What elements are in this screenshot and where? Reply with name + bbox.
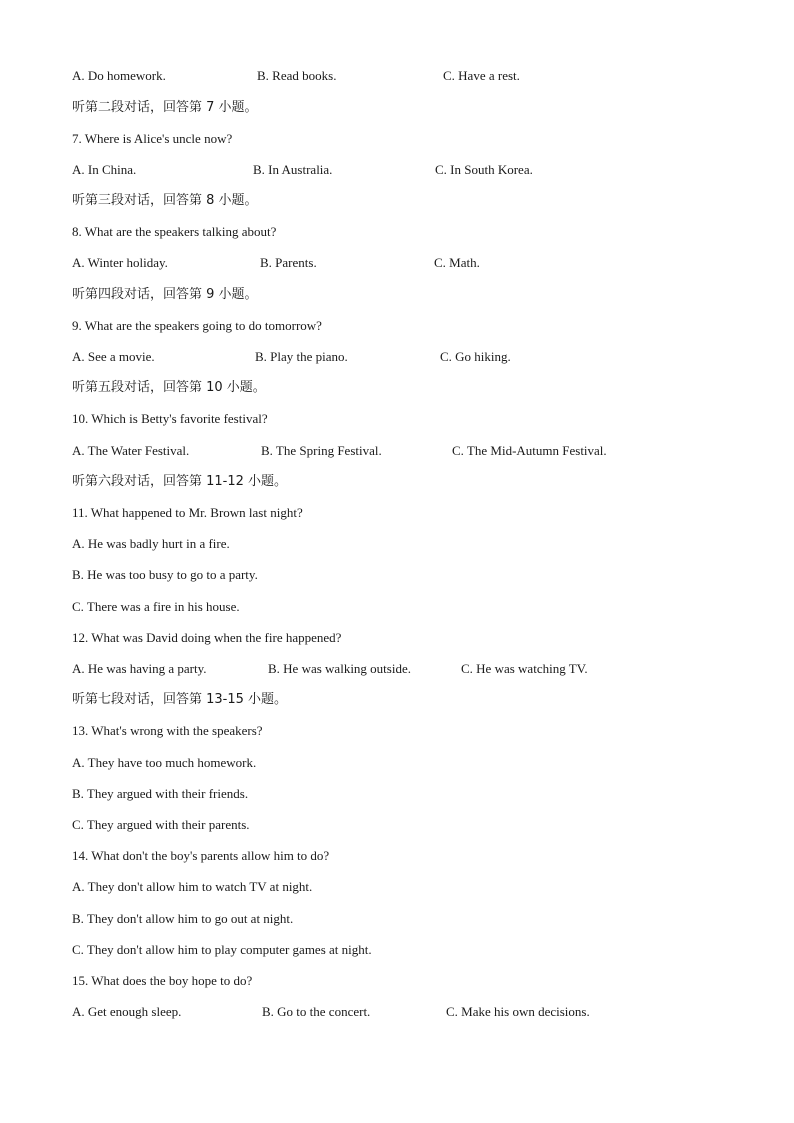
q12-option-a: A. He was having a party.	[72, 661, 207, 676]
q10-option-a: A. The Water Festival.	[72, 443, 190, 458]
q11-option-a: A. He was badly hurt in a fire.	[72, 536, 230, 551]
q6-option-b: B. Read books.	[257, 68, 337, 83]
section-6-heading: 听第六段对话，回答第 11-12 小题。	[72, 474, 288, 489]
q6-option-a: A. Do homework.	[72, 68, 166, 83]
q7-option-a: A. In China.	[72, 162, 137, 177]
q9-question: 9. What are the speakers going to do tomorrow?	[72, 318, 322, 333]
q14-option-b: B. They don't allow him to go out at night.	[72, 911, 294, 926]
q13-question: 13. What's wrong with the speakers?	[72, 723, 263, 738]
q10-question: 10. Which is Betty's favorite festival?	[72, 411, 268, 426]
section-4-heading: 听第四段对话，回答第 9 小题。	[72, 287, 258, 302]
q11-option-c: C. There was a fire in his house.	[72, 599, 240, 614]
section-5-heading: 听第五段对话，回答第 10 小题。	[72, 380, 266, 395]
q14-option-c: C. They don't allow him to play computer games at night.	[72, 942, 372, 957]
q15-question: 15. What does the boy hope to do?	[72, 973, 253, 988]
section-2-heading: 听第二段对话，回答第 7 小题。	[72, 100, 258, 115]
q8-option-b: B. Parents.	[260, 255, 317, 270]
q13-option-b: B. They argued with their friends.	[72, 786, 249, 801]
q13-option-a: A. They have too much homework.	[72, 755, 257, 770]
q9-option-b: B. Play the piano.	[255, 349, 348, 364]
q15-option-c: C. Make his own decisions.	[446, 1004, 590, 1019]
q15-option-b: B. Go to the concert.	[262, 1004, 371, 1019]
q7-question: 7. Where is Alice's uncle now?	[72, 131, 233, 146]
q13-option-c: C. They argued with their parents.	[72, 817, 250, 832]
q12-option-c: C. He was watching TV.	[461, 661, 588, 676]
q8-question: 8. What are the speakers talking about?	[72, 224, 277, 239]
q9-option-a: A. See a movie.	[72, 349, 155, 364]
q7-option-b: B. In Australia.	[253, 162, 333, 177]
q8-option-a: A. Winter holiday.	[72, 255, 168, 270]
section-3-heading: 听第三段对话，回答第 8 小题。	[72, 193, 258, 208]
section-7-heading: 听第七段对话，回答第 13-15 小题。	[72, 692, 288, 707]
q14-option-a: A. They don't allow him to watch TV at night.	[72, 879, 313, 894]
q9-option-c: C. Go hiking.	[440, 349, 511, 364]
q10-option-c: C. The Mid-Autumn Festival.	[452, 443, 607, 458]
q15-option-a: A. Get enough sleep.	[72, 1004, 182, 1019]
q12-question: 12. What was David doing when the fire happened?	[72, 630, 342, 645]
q12-option-b: B. He was walking outside.	[268, 661, 411, 676]
q6-option-c: C. Have a rest.	[443, 68, 520, 83]
q10-option-b: B. The Spring Festival.	[261, 443, 382, 458]
q11-question: 11. What happened to Mr. Brown last night?	[72, 505, 303, 520]
q14-question: 14. What don't the boy's parents allow him to do?	[72, 848, 330, 863]
q8-option-c: C. Math.	[434, 255, 480, 270]
q11-option-b: B. He was too busy to go to a party.	[72, 567, 258, 582]
q7-option-c: C. In South Korea.	[435, 162, 533, 177]
